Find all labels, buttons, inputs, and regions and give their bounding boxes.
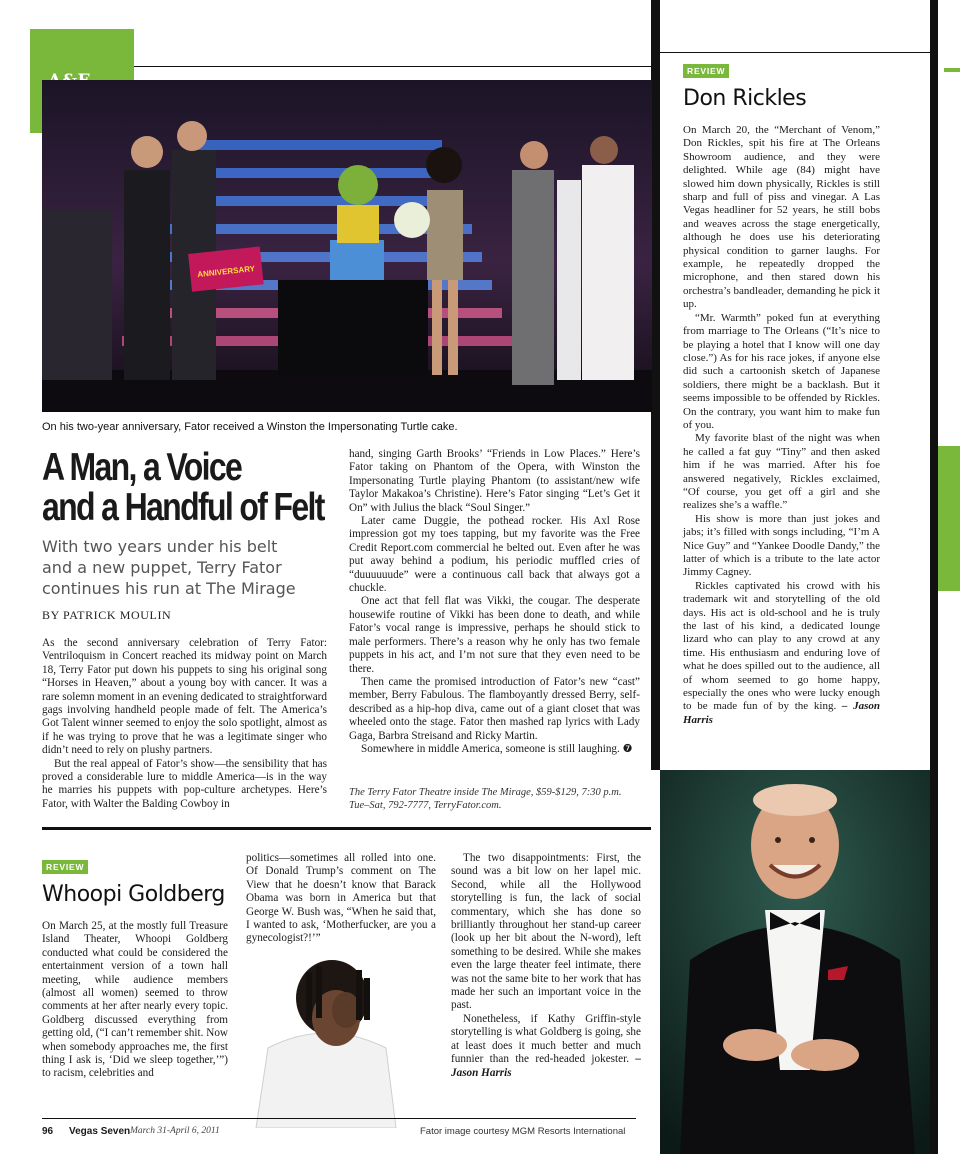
byline: BY PATRICK MOULIN (42, 608, 172, 622)
whoopi-column-2 (246, 852, 436, 946)
paragraph: Then came the promised introduction of Fator’s new “cast” member, Berry Fabulous. The flamboyantly dressed Berry, self-described as a hip-hop diva, came out of a giant closet that was wheeled onto the stage. Fator then mashed rap lyrics with Lady Gaga, Barbra Streisand and Ricky Martin. (349, 675, 640, 742)
feature-column-a (42, 637, 327, 811)
rickles-photo (660, 770, 930, 1154)
whoopi-review-badge: REVIEW (42, 860, 88, 874)
paragraph (451, 1013, 641, 1080)
paragraph-text: Rickles captivated his crowd with his trademark wit and storytelling of the old days. His act is old-school and he is truly the last of his kind, a dedicated lounge lizard who can play to any crowd at any time. His enthusiasm and enduring love of what he does spilled out to the audience, all of whom seemed to go home happy, especially the ones who were lucky enough to be made fun of by the king. (683, 579, 880, 713)
whoopi-column-1 (42, 920, 228, 1081)
paragraph: “Mr. Warmth” poked fun at everything from marriage to The Orleans (“It’s nice to be playing a hotel that I know will one day close.”) As for his race jokes, if anyone else did such a cartoonish sketch of Japanese soldiers, there might be a backlash. But it seems impossible to be offended by Rickles. On the contrary, you want him to make fun of you. (683, 311, 880, 431)
magazine-name: Vegas Seven (69, 1126, 131, 1137)
paragraph (683, 580, 880, 727)
paragraph: As the second anniversary celebration of Terry Fator: Ventriloquism in Concert reached its midway point on March 18, Terry Fator put down his puppets to sing his original song “Horses in Heaven,” about a young boy with cancer. It was a rare solemn moment in an evening dedicated to straightforward gags involving handheld people made of felt. The America’s Got Talent winner seemed to enjoy the solo spotlight, almost as if he was trying to prove that he was a legitimate singer who didn’t need to rely on plushy partners. (42, 637, 327, 757)
paragraph: His show is more than just jokes and jabs; it’s filled with songs including, “I’m A Nice Guy” and “Yankee Doodle Dandy,” the latter of which is a tribute to the late actor Jimmy Cagney. (683, 512, 880, 579)
whoopi-column-3 (451, 852, 641, 1080)
section-divider-rule (42, 827, 651, 830)
anniversary-sign-text: ANNIVERSARY (196, 264, 256, 280)
photo-caption: On his two-year anniversary, Fator received a Winston the Impersonating Turtle cake. (42, 421, 458, 433)
paragraph: My favorite blast of the night was when he called a fat guy “Tiny” and then asked him if he was married. After his foe answered negatively, Rickles exclaimed, “Of course, you get off a girl and she realizes she’s a waffle.” (683, 432, 880, 512)
paragraph: politics—sometimes all rolled into one. Of Donald Trump’s comment on The View that he doesn’t know that Barack Obama was born in America but that George W. Bush was, “When he said that, I wanted to ask, ‘Motherfucker, are you a gynecologist?!’” (246, 852, 436, 945)
rickles-review-title: Don Rickles (683, 86, 807, 111)
rickles-review-body (683, 124, 880, 727)
whoopi-review-title: Whoopi Goldberg (42, 882, 225, 907)
feature-deck: With two years under his belt and a new puppet, Terry Fator continues his run at The Mirage (42, 537, 296, 598)
headline-line-2: and a Handful of Felt (42, 486, 324, 529)
paragraph (349, 743, 640, 756)
whoopi-photo (246, 952, 406, 1128)
edge-accent-tab (944, 68, 960, 72)
page-number: 96 (42, 1126, 54, 1137)
paragraph: hand, singing Garth Brooks’ “Friends in Low Places.” Here’s Fator taking on Phantom of the Opera, with Winston the Impersonating Turtle playing Phantom (to assistant/new wife Taylor Makakoa’s Christine). Here’s Fator singing “Let’s Get it On” with Julius the black “Soul Singer.” (349, 448, 640, 514)
column-divider-bar (651, 0, 660, 770)
paragraph: One act that fell flat was Vikki, the cougar. The desperate housewife routine of Vikki has been done to death, and while Fator’s vocal range is impressive, perhaps he should stick to male performers. There’s a reason why he only has two female puppets in his act, and I’m not sure that they even need to be there. (349, 595, 640, 675)
fator-stage-photo (42, 80, 652, 412)
paragraph: On March 20, the “Merchant of Venom,” Don Rickles, spit his fire at The Orleans Showroom audience, and they were delighted. While age (84) might have slowed him down physically, Rickles is still sharp and full of piss and vinegar. A Las Vegas headliner for 52 years, he still bobs and weaves across the stage energetically, although he does use his deteriorating physical condition to garner laughs. For example, he repeatedly dropped the microphone, and then stared down his orchestra’s bandleader, demanding he pick it up. (683, 124, 880, 311)
paragraph: But the real appeal of Fator’s show—the sensibility that has proved a considerable lure to middle America—is in the way he marries his puppets with pop-culture archetypes. Here’s Fator, with Walter the Balding Cowboy in (42, 757, 327, 810)
show-info: The Terry Fator Theatre inside The Mirage, $59-$129, 7:30 p.m. Tue–Sat, 792-7777, TerryFator.com. (349, 787, 622, 812)
feature-column-b (349, 448, 640, 756)
paragraph: On March 25, at the mostly full Treasure Island Theater, Whoopi Goldberg conducted what could be considered the entertainment version of a town hall meeting, while audience members (almost all women) seemed to throw comments at her after nearly every topic. Goldberg discussed everything from getting old, (“I can’t remember shit. Now when somebody approaches me, the first thing I ask is, ‘Did we sleep together,’”) to racism, celebrities and (42, 920, 228, 1080)
page-edge-bar (930, 0, 938, 1154)
rickles-top-rule (660, 52, 930, 53)
feature-headline (42, 446, 324, 529)
top-rule (134, 66, 651, 67)
paragraph-text: Nonetheless, if Kathy Griffin-style storytelling is what Goldberg is going, she at least does it much better and much funnier than the red-headed jokester. (451, 1012, 641, 1066)
end-mark-icon: ❼ (622, 742, 633, 755)
rickles-signature: – Jason Harris (683, 700, 880, 726)
whoopi-signature: – Jason Harris (451, 1053, 641, 1079)
rickles-review-badge: REVIEW (683, 64, 729, 78)
headline-line-1: A Man, a Voice (42, 446, 242, 489)
closing-sentence: Somewhere in middle America, someone is still laughing. (361, 742, 620, 755)
paragraph: The two disappointments: First, the sound was a bit low on her lapel mic. Second, while all the Hollywood storytelling is fun, the lack of social commentary, which she has done so brilliantly throughout her stand-up career (look up her bit about the N-word), left something to be desired. While she makes even the large theater feel intimate, there was not the same bite to her work that has made her such an important voice in the past. (451, 852, 641, 1012)
edge-accent-strip (938, 446, 960, 591)
photo-credit: Fator image courtesy MGM Resorts International (420, 1126, 626, 1137)
paragraph: Later came Duggie, the pothead rocker. His Axl Rose impression got my toes tapping, but my favorite was the Free Credit Report.com commercial he belted out. Even after he was put away behind a podium, his periodic muffled cries of “duuuuuude” were a continuous call back that always got a chuckle. (349, 515, 640, 595)
footer-rule (42, 1118, 636, 1119)
issue-date: March 31-April 6, 2011 (130, 1126, 220, 1136)
